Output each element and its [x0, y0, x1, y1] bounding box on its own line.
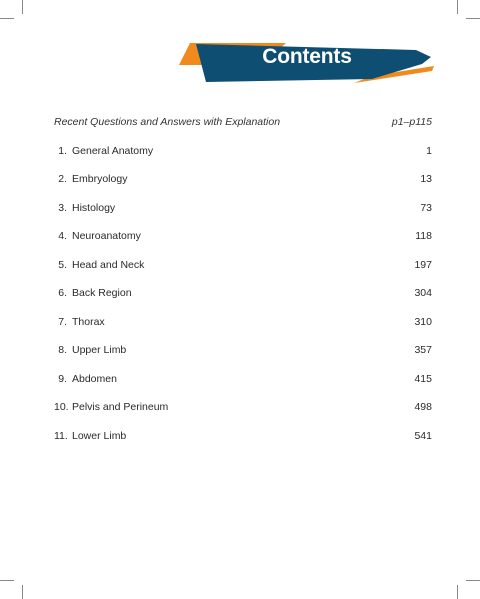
page-title: Contents	[262, 45, 352, 68]
toc-entry-upper-limb[interactable]	[54, 344, 432, 360]
toc-entry-head-and-neck[interactable]	[54, 259, 432, 275]
toc-entry-title: Thorax	[72, 316, 105, 328]
toc-entry-page: 415	[414, 373, 432, 385]
toc-entry-number: 7.	[58, 316, 67, 328]
toc-entry-title: Abdomen	[72, 373, 117, 385]
toc-entry-number: 11.	[54, 430, 68, 442]
toc-entry-page: 73	[420, 202, 432, 214]
toc-entry-page: 118	[415, 230, 432, 242]
toc-entry-number: 5.	[58, 259, 67, 271]
toc-entry-number: 4.	[58, 230, 67, 242]
toc-entry-thorax[interactable]	[54, 316, 432, 332]
toc-entry-page: 541	[414, 430, 432, 442]
toc-entry-title: Upper Limb	[72, 344, 127, 356]
toc-entry-page: 357	[414, 344, 432, 356]
toc-entry-page: 498	[414, 401, 432, 413]
toc-entry-back-region[interactable]	[54, 287, 432, 303]
intro-line	[54, 116, 432, 132]
toc-entry-page: 304	[414, 287, 432, 299]
toc-entry-number: 6.	[58, 287, 67, 299]
toc-entry-title: Pelvis and Perineum	[72, 401, 169, 413]
toc-entry-title: Head and Neck	[72, 259, 145, 271]
toc-entry-number: 10.	[54, 401, 69, 413]
toc-entry-title: Lower Limb	[72, 430, 127, 442]
toc-entry-lower-limb[interactable]	[54, 430, 432, 446]
toc-entry-page: 1	[426, 145, 432, 157]
toc-entry-general-anatomy[interactable]	[54, 145, 432, 161]
toc-entry-number: 8.	[58, 344, 67, 356]
toc-entry-histology[interactable]	[54, 202, 432, 218]
toc-entry-number: 1.	[58, 145, 67, 157]
toc-entry-pelvis-and-perineum[interactable]	[54, 401, 432, 417]
intro-page-range: p1–p115	[391, 116, 432, 128]
toc-entry-title: Embryology	[72, 173, 128, 185]
toc-entry-title: Back Region	[72, 287, 132, 299]
toc-entry-embryology[interactable]	[54, 173, 432, 189]
toc-entry-page: 13	[420, 173, 432, 185]
toc-entry-abdomen[interactable]	[54, 373, 432, 389]
toc-entry-number: 3.	[58, 202, 67, 214]
toc-entry-title: Histology	[72, 202, 116, 214]
toc-entry-title: General Anatomy	[72, 145, 154, 157]
toc-entry-number: 2.	[58, 173, 67, 185]
toc-entry-neuroanatomy[interactable]	[54, 230, 432, 246]
contents-banner	[176, 40, 438, 86]
intro-label: Recent Questions and Answers with Explanation	[54, 116, 281, 128]
toc-entry-page: 310	[414, 316, 432, 328]
toc-entry-number: 9.	[58, 373, 67, 385]
toc-entry-page: 197	[414, 259, 432, 271]
toc-entry-title: Neuroanatomy	[72, 230, 141, 242]
